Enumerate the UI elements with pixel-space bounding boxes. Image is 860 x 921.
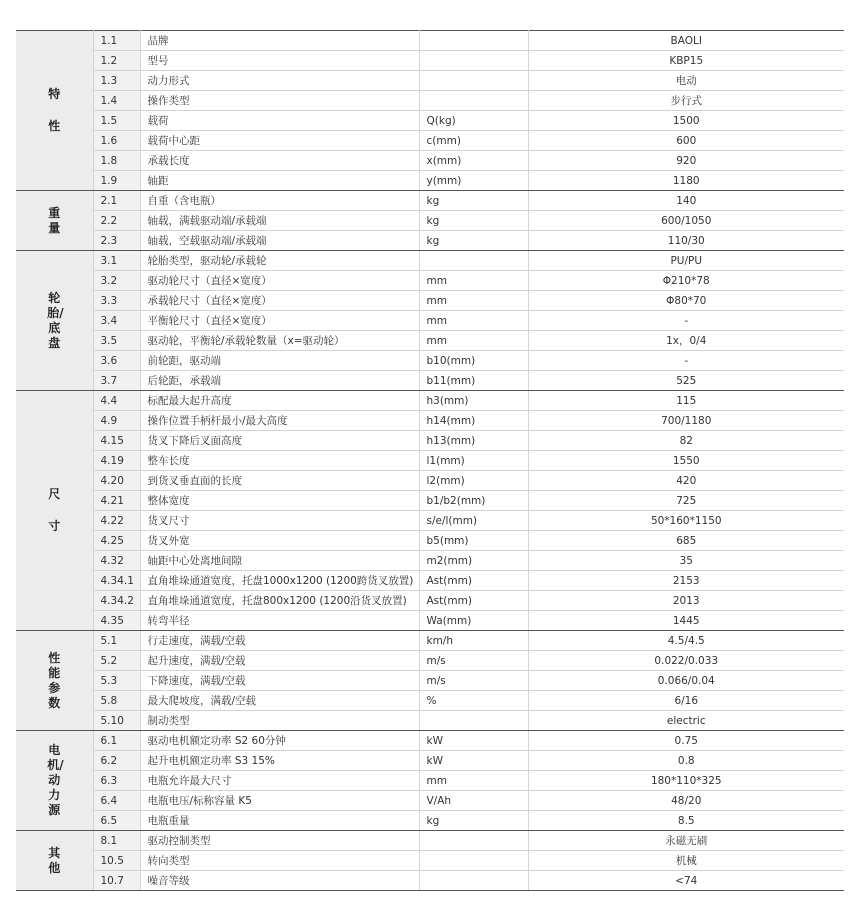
- item-number: 1.5: [93, 111, 140, 131]
- spec-row: [16, 331, 844, 351]
- item-name: 最大爬坡度，满载/空载: [140, 691, 419, 711]
- item-name: 操作位置手柄杆最小/最大高度: [140, 411, 419, 431]
- item-unit: m2(mm): [419, 551, 528, 571]
- item-name: 货叉尺寸: [140, 511, 419, 531]
- item-unit: c(mm): [419, 131, 528, 151]
- spec-row: [16, 531, 844, 551]
- item-name: 行走速度，满载/空载: [140, 631, 419, 651]
- item-number: 2.3: [93, 231, 140, 251]
- item-value: 6/16: [528, 691, 844, 711]
- spec-row: [16, 731, 844, 751]
- item-unit: mm: [419, 771, 528, 791]
- item-name: 载荷: [140, 111, 419, 131]
- item-value: 725: [528, 491, 844, 511]
- spec-row: [16, 631, 844, 651]
- item-name: 型号: [140, 51, 419, 71]
- spec-row: [16, 551, 844, 571]
- spec-row: [16, 231, 844, 251]
- spec-row: [16, 51, 844, 71]
- item-name: 自重（含电瓶）: [140, 191, 419, 211]
- spec-row: [16, 371, 844, 391]
- item-value: 50*160*1150: [528, 511, 844, 531]
- item-name: 动力形式: [140, 71, 419, 91]
- item-value: Φ210*78: [528, 271, 844, 291]
- item-number: 1.6: [93, 131, 140, 151]
- item-number: 4.20: [93, 471, 140, 491]
- spec-row: [16, 711, 844, 731]
- item-unit: h3(mm): [419, 391, 528, 411]
- item-number: 4.34.1: [93, 571, 140, 591]
- spec-row: [16, 151, 844, 171]
- item-value: 920: [528, 151, 844, 171]
- item-name: 直角堆垛通道宽度，托盘1000x1200 (1200跨货叉放置): [140, 571, 419, 591]
- item-number: 3.7: [93, 371, 140, 391]
- item-name: 轴载，空载驱动端/承载端: [140, 231, 419, 251]
- item-value: 180*110*325: [528, 771, 844, 791]
- spec-row: [16, 451, 844, 471]
- spec-row: [16, 191, 844, 211]
- spec-row: [16, 411, 844, 431]
- item-unit: km/h: [419, 631, 528, 651]
- item-number: 2.1: [93, 191, 140, 211]
- category-label: [16, 831, 93, 891]
- spec-row: [16, 211, 844, 231]
- category-text: 特性: [48, 87, 61, 133]
- spec-row: [16, 511, 844, 531]
- item-name: 电瓶电压/标称容量 K5: [140, 791, 419, 811]
- category-text: 性能参数: [48, 650, 61, 710]
- item-number: 6.3: [93, 771, 140, 791]
- item-number: 1.2: [93, 51, 140, 71]
- item-name: 驱动轮，平衡轮/承载轮数量（x=驱动轮）: [140, 331, 419, 351]
- item-name: 载荷中心距: [140, 131, 419, 151]
- item-unit: b10(mm): [419, 351, 528, 371]
- item-unit: kW: [419, 731, 528, 751]
- item-value: BAOLI: [528, 31, 844, 51]
- item-number: 4.22: [93, 511, 140, 531]
- item-value: PU/PU: [528, 251, 844, 271]
- item-number: 4.32: [93, 551, 140, 571]
- item-value: <74: [528, 871, 844, 891]
- item-unit: kg: [419, 811, 528, 831]
- spec-row: [16, 811, 844, 831]
- item-unit: h13(mm): [419, 431, 528, 451]
- item-unit: b1/b2(mm): [419, 491, 528, 511]
- item-value: 电动: [528, 71, 844, 91]
- spec-row: [16, 691, 844, 711]
- item-unit: %: [419, 691, 528, 711]
- item-name: 轮胎类型，驱动轮/承载轮: [140, 251, 419, 271]
- item-unit: l2(mm): [419, 471, 528, 491]
- item-unit: [419, 91, 528, 111]
- item-name: 起升电机额定功率 S3 15%: [140, 751, 419, 771]
- item-number: 5.2: [93, 651, 140, 671]
- spec-row: [16, 751, 844, 771]
- item-value: Φ80*70: [528, 291, 844, 311]
- item-unit: m/s: [419, 671, 528, 691]
- item-value: KBP15: [528, 51, 844, 71]
- item-number: 4.21: [93, 491, 140, 511]
- spec-row: [16, 131, 844, 151]
- item-number: 6.4: [93, 791, 140, 811]
- spec-row: [16, 671, 844, 691]
- item-unit: l1(mm): [419, 451, 528, 471]
- item-unit: [419, 711, 528, 731]
- item-value: 110/30: [528, 231, 844, 251]
- spec-row: [16, 291, 844, 311]
- item-unit: x(mm): [419, 151, 528, 171]
- item-value: 2153: [528, 571, 844, 591]
- item-name: 货叉外宽: [140, 531, 419, 551]
- item-number: 3.1: [93, 251, 140, 271]
- item-value: 0.066/0.04: [528, 671, 844, 691]
- item-unit: b5(mm): [419, 531, 528, 551]
- spec-row: [16, 471, 844, 491]
- item-value: 1x，0/4: [528, 331, 844, 351]
- item-value: 1180: [528, 171, 844, 191]
- item-number: 3.3: [93, 291, 140, 311]
- item-value: 700/1180: [528, 411, 844, 431]
- item-number: 10.7: [93, 871, 140, 891]
- item-number: 5.1: [93, 631, 140, 651]
- item-name: 到货叉垂直面的长度: [140, 471, 419, 491]
- item-value: 2013: [528, 591, 844, 611]
- item-value: 0.8: [528, 751, 844, 771]
- item-unit: b11(mm): [419, 371, 528, 391]
- item-number: 6.1: [93, 731, 140, 751]
- spec-table: [16, 30, 844, 891]
- item-value: 82: [528, 431, 844, 451]
- item-value: 35: [528, 551, 844, 571]
- item-name: 承载长度: [140, 151, 419, 171]
- item-name: 电瓶允许最大尺寸: [140, 771, 419, 791]
- item-name: 转向类型: [140, 851, 419, 871]
- item-value: 1500: [528, 111, 844, 131]
- item-number: 3.6: [93, 351, 140, 371]
- category-text: 尺寸: [48, 487, 61, 533]
- item-unit: y(mm): [419, 171, 528, 191]
- item-unit: mm: [419, 291, 528, 311]
- item-name: 噪音等级: [140, 871, 419, 891]
- item-unit: m/s: [419, 651, 528, 671]
- item-unit: [419, 831, 528, 851]
- item-unit: Ast(mm): [419, 571, 528, 591]
- item-value: 机械: [528, 851, 844, 871]
- item-number: 5.10: [93, 711, 140, 731]
- item-number: 5.8: [93, 691, 140, 711]
- spec-row: [16, 171, 844, 191]
- item-name: 品牌: [140, 31, 419, 51]
- spec-row: [16, 91, 844, 111]
- category-label: [16, 391, 93, 631]
- item-unit: kg: [419, 231, 528, 251]
- item-value: 48/20: [528, 791, 844, 811]
- item-unit: kg: [419, 191, 528, 211]
- item-number: 3.2: [93, 271, 140, 291]
- spec-row: [16, 491, 844, 511]
- item-number: 1.3: [93, 71, 140, 91]
- item-number: 4.15: [93, 431, 140, 451]
- item-name: 货叉下降后叉面高度: [140, 431, 419, 451]
- spec-row: [16, 611, 844, 631]
- item-unit: Wa(mm): [419, 611, 528, 631]
- item-unit: [419, 71, 528, 91]
- item-number: 1.9: [93, 171, 140, 191]
- item-name: 轴载，满载驱动端/承载端: [140, 211, 419, 231]
- item-value: 0.75: [528, 731, 844, 751]
- item-value: 420: [528, 471, 844, 491]
- item-name: 驱动轮尺寸（直径×宽度）: [140, 271, 419, 291]
- item-name: 标配最大起升高度: [140, 391, 419, 411]
- item-value: -: [528, 311, 844, 331]
- item-value: 8.5: [528, 811, 844, 831]
- spec-row: [16, 111, 844, 131]
- item-number: 4.25: [93, 531, 140, 551]
- item-number: 8.1: [93, 831, 140, 851]
- item-value: 685: [528, 531, 844, 551]
- category-text: 其他: [48, 845, 61, 875]
- item-number: 5.3: [93, 671, 140, 691]
- spec-row: [16, 71, 844, 91]
- category-text: 电机/动力源: [47, 743, 64, 817]
- item-value: 1550: [528, 451, 844, 471]
- item-value: -: [528, 351, 844, 371]
- item-name: 后轮距，承载端: [140, 371, 419, 391]
- item-name: 整体宽度: [140, 491, 419, 511]
- item-name: 轴距: [140, 171, 419, 191]
- item-value: 1445: [528, 611, 844, 631]
- item-name: 电瓶重量: [140, 811, 419, 831]
- item-value: electric: [528, 711, 844, 731]
- category-label: [16, 251, 93, 391]
- spec-row: [16, 871, 844, 891]
- item-value: 140: [528, 191, 844, 211]
- item-unit: Q(kg): [419, 111, 528, 131]
- item-number: 10.5: [93, 851, 140, 871]
- item-name: 起升速度，满载/空载: [140, 651, 419, 671]
- spec-row: [16, 351, 844, 371]
- category-label: [16, 191, 93, 251]
- item-name: 转弯半径: [140, 611, 419, 631]
- item-number: 2.2: [93, 211, 140, 231]
- category-text: 轮胎/底盘: [47, 290, 64, 350]
- item-unit: V/Ah: [419, 791, 528, 811]
- spec-row: [16, 571, 844, 591]
- item-number: 6.5: [93, 811, 140, 831]
- item-unit: s/e/l(mm): [419, 511, 528, 531]
- item-number: 4.35: [93, 611, 140, 631]
- item-value: 115: [528, 391, 844, 411]
- item-unit: [419, 31, 528, 51]
- spec-row: [16, 831, 844, 851]
- item-number: 6.2: [93, 751, 140, 771]
- item-name: 驱动电机额定功率 S2 60分钟: [140, 731, 419, 751]
- item-name: 平衡轮尺寸（直径×宽度）: [140, 311, 419, 331]
- item-unit: [419, 51, 528, 71]
- item-value: 600: [528, 131, 844, 151]
- item-number: 4.9: [93, 411, 140, 431]
- item-unit: kW: [419, 751, 528, 771]
- spec-row: [16, 791, 844, 811]
- item-value: 永磁无刷: [528, 831, 844, 851]
- spec-row: [16, 31, 844, 51]
- item-name: 操作类型: [140, 91, 419, 111]
- spec-row: [16, 651, 844, 671]
- item-name: 直角堆垛通道宽度，托盘800x1200 (1200沿货叉放置): [140, 591, 419, 611]
- item-value: 4.5/4.5: [528, 631, 844, 651]
- item-number: 3.5: [93, 331, 140, 351]
- item-value: 525: [528, 371, 844, 391]
- item-number: 1.8: [93, 151, 140, 171]
- spec-row: [16, 771, 844, 791]
- item-unit: mm: [419, 271, 528, 291]
- spec-row: [16, 251, 844, 271]
- item-unit: mm: [419, 331, 528, 351]
- spec-row: [16, 311, 844, 331]
- item-number: 4.4: [93, 391, 140, 411]
- item-unit: [419, 871, 528, 891]
- spec-row: [16, 271, 844, 291]
- item-value: 步行式: [528, 91, 844, 111]
- spec-row: [16, 851, 844, 871]
- item-number: 4.34.2: [93, 591, 140, 611]
- item-number: 4.19: [93, 451, 140, 471]
- spec-row: [16, 591, 844, 611]
- item-name: 前轮距，驱动端: [140, 351, 419, 371]
- item-number: 1.1: [93, 31, 140, 51]
- category-label: [16, 631, 93, 731]
- item-unit: kg: [419, 211, 528, 231]
- item-number: 3.4: [93, 311, 140, 331]
- category-label: [16, 731, 93, 831]
- spec-row: [16, 431, 844, 451]
- item-unit: [419, 251, 528, 271]
- item-name: 制动类型: [140, 711, 419, 731]
- item-value: 0.022/0.033: [528, 651, 844, 671]
- item-unit: Ast(mm): [419, 591, 528, 611]
- item-value: 600/1050: [528, 211, 844, 231]
- item-unit: [419, 851, 528, 871]
- category-label: [16, 31, 93, 191]
- item-number: 1.4: [93, 91, 140, 111]
- category-text: 重量: [48, 205, 61, 235]
- item-unit: h14(mm): [419, 411, 528, 431]
- spec-row: [16, 391, 844, 411]
- item-name: 整车长度: [140, 451, 419, 471]
- item-name: 驱动控制类型: [140, 831, 419, 851]
- item-name: 承载轮尺寸（直径×宽度）: [140, 291, 419, 311]
- item-unit: mm: [419, 311, 528, 331]
- item-name: 轴距中心处离地间隙: [140, 551, 419, 571]
- item-name: 下降速度，满载/空载: [140, 671, 419, 691]
